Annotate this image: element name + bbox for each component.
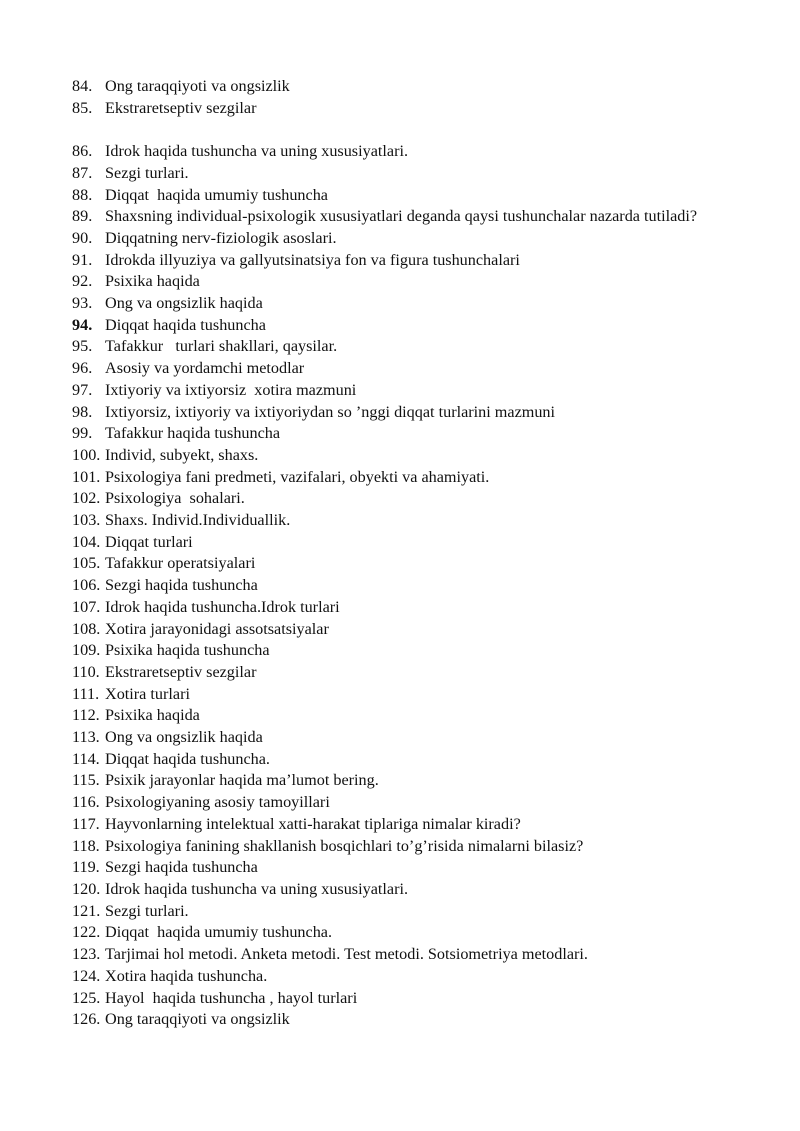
- item-text: Shaxs. Individ.Individuallik.: [105, 511, 291, 530]
- list-item: [72, 749, 732, 771]
- item-number: 90.: [72, 228, 93, 247]
- item-text: Ekstraretseptiv sezgilar: [105, 662, 257, 681]
- list-item: [72, 553, 732, 575]
- item-number: 120.: [72, 880, 101, 898]
- item-number: 116.: [72, 793, 100, 812]
- item-text: Psixika haqida: [105, 706, 200, 725]
- question-list: [72, 76, 732, 1031]
- item-text: Psixologiya sohalari.: [105, 489, 245, 508]
- item-text: Diqqat haqida tushuncha: [105, 315, 266, 334]
- list-item: [72, 336, 732, 358]
- item-text: Xotira jarayonidagi assotsatsiyalar: [105, 619, 329, 638]
- item-number: 122.: [72, 923, 101, 942]
- item-number: 126.: [72, 1010, 101, 1029]
- item-number: 117.: [72, 814, 100, 833]
- item-number: 98.: [72, 402, 93, 421]
- list-item: [72, 250, 732, 272]
- item-text: Xotira haqida tushuncha.: [105, 966, 268, 985]
- item-text: Psixika haqida: [105, 272, 200, 291]
- item-number: 104.: [72, 532, 101, 551]
- item-number: 85.: [72, 98, 93, 117]
- item-number: 110.: [72, 662, 100, 681]
- item-text: Diqqat haqida umumiy tushuncha: [105, 185, 328, 204]
- item-number: 124.: [72, 966, 101, 985]
- list-item: [72, 727, 732, 749]
- list-item: [72, 901, 732, 923]
- item-text: Shaxsning individual-psixologik xususiyatlari deganda qaysi tushunchalar nazarda tutiladi?: [105, 207, 698, 226]
- item-text: Psixologiya fani predmeti, vazifalari, obyekti va ahamiyati.: [105, 467, 490, 486]
- item-text: Sezgi haqida tushuncha: [105, 858, 258, 877]
- list-item: [72, 228, 732, 250]
- list-item: [72, 315, 732, 337]
- item-number: 118.: [72, 836, 100, 855]
- item-number: 93.: [72, 294, 93, 313]
- list-item: [72, 705, 732, 727]
- list-item: [72, 966, 732, 988]
- item-number: 91.: [72, 250, 93, 269]
- item-number: 105.: [72, 554, 101, 573]
- list-item: [72, 814, 732, 836]
- item-text: Psixik jarayonlar haqida ma’lumot bering.: [105, 771, 379, 790]
- list-item: [72, 185, 732, 207]
- item-text: Ixtiyorsiz, ixtiyoriy va ixtiyoriydan so ’nggi diqqat turlarini mazmuni: [105, 402, 556, 421]
- list-item: [72, 922, 732, 944]
- list-item: [72, 770, 732, 792]
- item-number: 84.: [72, 77, 93, 95]
- item-text: Tafakkur turlari shakllari, qaysilar.: [105, 337, 338, 356]
- item-text: Ong va ongsizlik haqida: [105, 728, 263, 747]
- list-item: [72, 836, 732, 858]
- item-number: 100.: [72, 445, 101, 464]
- item-text: Psixika haqida tushuncha: [105, 641, 270, 660]
- list-item: [72, 575, 732, 597]
- item-number: 97.: [72, 380, 93, 399]
- list-item: [72, 510, 732, 532]
- item-number: 115.: [72, 771, 100, 790]
- list-item: [72, 532, 732, 554]
- list-item: [72, 1009, 732, 1031]
- list-item: [72, 879, 732, 901]
- list-item: [72, 206, 732, 228]
- item-text: Idrok haqida tushuncha va uning xususiyatlari.: [105, 880, 409, 898]
- item-number: 121.: [72, 901, 101, 920]
- list-item: [72, 792, 732, 814]
- item-number: 125.: [72, 988, 101, 1007]
- item-text: Idrok haqida tushuncha.Idrok turlari: [105, 597, 340, 616]
- list-item: [72, 857, 732, 879]
- list-item: [72, 402, 732, 424]
- item-number: 106.: [72, 576, 101, 595]
- list-item: [72, 684, 732, 706]
- list-item: [72, 944, 732, 966]
- item-text: Sezgi turlari.: [105, 163, 189, 182]
- item-text: Diqqat haqida umumiy tushuncha.: [105, 923, 333, 942]
- list-item: [72, 597, 732, 619]
- list-item: [72, 640, 732, 662]
- item-number: 123.: [72, 945, 101, 964]
- list-item: [72, 662, 732, 684]
- item-number: 109.: [72, 641, 101, 660]
- item-number: 89.: [72, 207, 93, 226]
- list-item: [72, 358, 732, 380]
- item-text: Ong va ongsizlik haqida: [105, 294, 263, 313]
- item-text: Diqqat haqida tushuncha.: [105, 749, 270, 768]
- list-item: [72, 445, 732, 467]
- list-item: [72, 467, 732, 489]
- item-number: 112.: [72, 706, 100, 725]
- item-number: 87.: [72, 163, 93, 182]
- list-item: [72, 423, 732, 445]
- item-number: 114.: [72, 749, 100, 768]
- item-number: 111.: [72, 684, 100, 703]
- item-text: Diqqatning nerv-fiziologik asoslari.: [105, 228, 337, 247]
- list-item: [72, 619, 732, 641]
- item-number: 107.: [72, 597, 101, 616]
- list-item: [72, 98, 732, 120]
- item-text: Individ, subyekt, shaxs.: [105, 445, 259, 464]
- list-item: [72, 271, 732, 293]
- list-item: [72, 293, 732, 315]
- item-text: Sezgi haqida tushuncha: [105, 576, 258, 595]
- item-number: 101.: [72, 467, 101, 486]
- item-number: 92.: [72, 272, 93, 291]
- item-text: Asosiy va yordamchi metodlar: [105, 359, 305, 378]
- item-text: Tarjimai hol metodi. Anketa metodi. Test metodi. Sotsiometriya metodlari.: [105, 945, 588, 964]
- item-number: 103.: [72, 511, 101, 530]
- item-number: 86.: [72, 142, 93, 161]
- item-text: Psixologiya fanining shakllanish bosqichlari to’g’risida nimalarni bilasiz?: [105, 836, 584, 855]
- item-text: Tafakkur haqida tushuncha: [105, 424, 281, 443]
- item-number: 96.: [72, 359, 93, 378]
- item-number: 94.: [72, 315, 93, 334]
- item-text: Ixtiyoriy va ixtiyorsiz xotira mazmuni: [105, 380, 357, 399]
- list-item: [72, 488, 732, 510]
- item-number: 102.: [72, 489, 101, 508]
- item-text: Ong taraqqiyoti va ongsizlik: [105, 1010, 290, 1029]
- item-text: Tafakkur operatsiyalari: [105, 554, 256, 573]
- item-text: Hayol haqida tushuncha , hayol turlari: [105, 988, 358, 1007]
- item-text: Ong taraqqiyoti va ongsizlik: [105, 77, 290, 95]
- item-text: Sezgi turlari.: [105, 901, 189, 920]
- item-text: Idrokda illyuziya va gallyutsinatsiya fon va figura tushunchalari: [105, 250, 520, 269]
- item-text: Psixologiyaning asosiy tamoyillari: [105, 793, 330, 812]
- item-text: Diqqat turlari: [105, 532, 193, 551]
- item-text: Xotira turlari: [105, 684, 190, 703]
- item-text: Idrok haqida tushuncha va uning xususiyatlari.: [105, 142, 409, 161]
- list-item: [72, 380, 732, 402]
- item-number: 88.: [72, 185, 93, 204]
- item-number: 119.: [72, 858, 100, 877]
- list-item: [72, 141, 732, 163]
- item-number: 108.: [72, 619, 101, 638]
- list-item: [72, 76, 732, 98]
- item-number: 113.: [72, 728, 100, 747]
- item-number: 95.: [72, 337, 93, 356]
- item-number: 99.: [72, 424, 93, 443]
- list-item: [72, 163, 732, 185]
- list-item: [72, 988, 732, 1010]
- item-text: Ekstraretseptiv sezgilar: [105, 98, 257, 117]
- item-text: Hayvonlarning intelektual xatti-harakat tiplariga nimalar kiradi?: [105, 814, 521, 833]
